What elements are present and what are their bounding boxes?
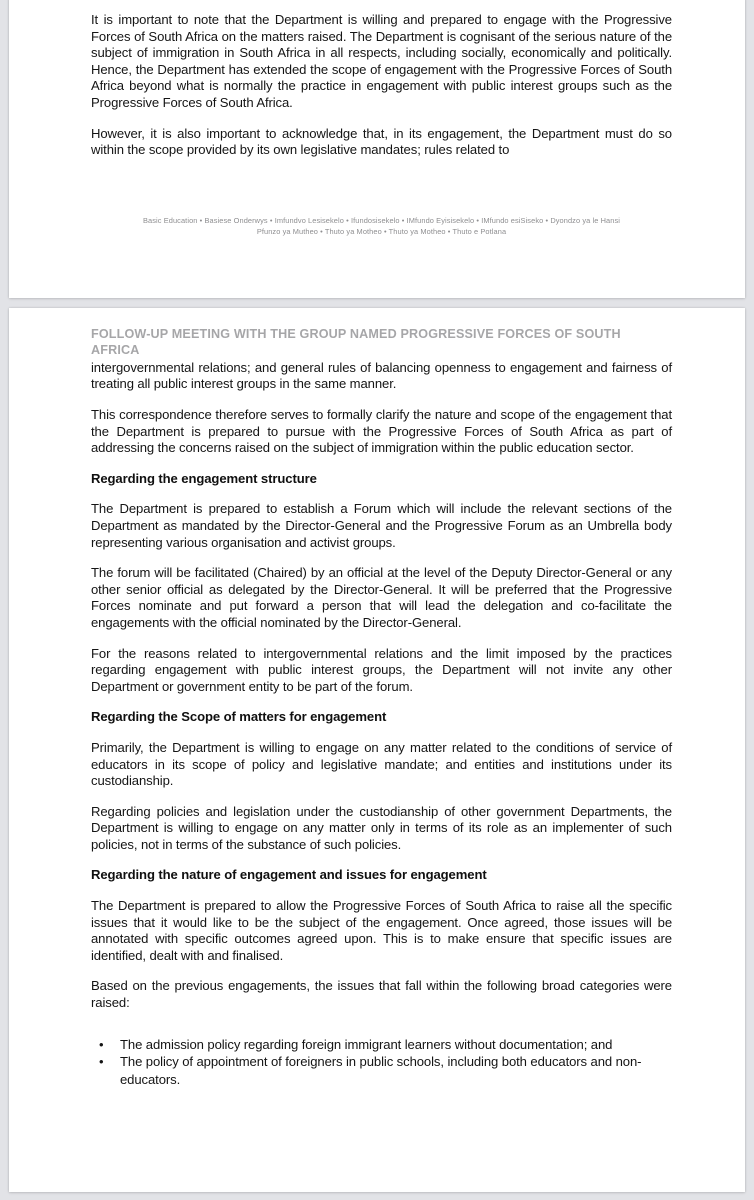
paragraph-other-government-policies: Regarding policies and legislation under the custodianship of other government Departments, the Department is willing to engage on any matter only in terms of its role as an implementer of such policies, not in terms of the substance of such policies. [91,803,672,852]
list-top-gap [91,1026,672,1036]
paragraph-engage-willingness: It is important to note that the Department is willing and prepared to engage with the Progressive Forces of South Africa on the matters raised. The Department is cognisant of the serious nature of the subject of immigration in South Africa in all respects, including socially, economically and politically. Hence, the Department has extended the scope of engagement with the Progressive Forces of South Africa beyond what is normally the practice in engagement with public interest groups such as the Progressive Forces of South Africa. [91,12,672,110]
footer-languages-line-1: Basic Education • Basiese Onderwys • Imfundvo Lesisekelo • Ifundosisekelo • IMfundo Eyisisekelo • IMfundo esiSiseko • Dyondzo ya le Hansi [143,215,620,225]
paragraph-legislative-mandates: However, it is also important to acknowledge that, in its engagement, the Department must do so within the scope provided by its own legislative mandates; rules related to [91,125,672,158]
heading-nature-of-engagement: Regarding the nature of engagement and issues for engagement [91,867,487,883]
paragraph-broad-categories-intro: Based on the previous engagements, the issues that fall within the following broad categories were raised: [91,978,672,1011]
broad-categories-list [91,1036,672,1089]
list-item [91,1036,672,1054]
list-item [91,1053,672,1089]
heading-engagement-structure: Regarding the engagement structure [91,470,317,486]
bullet-icon: • [99,1036,104,1052]
page-1-top-spacer [91,0,672,12]
paragraph-establish-forum: The Department is prepared to establish a Forum which will include the relevant sections of the Department as mandated by the Director-General and the Progressive Forum as an Umbrella body representing various organisation and activist groups. [91,501,672,550]
footer-languages-line-2: Pfunzo ya Mutheo • Thuto ya Motheo • Thuto ya Motheo • Thuto e Potlana [256,227,507,237]
page-1-footer [91,215,672,238]
list-item-label: The admission policy regarding foreign immigrant learners without documentation; and [120,1036,613,1052]
page-2-content [9,308,745,1089]
paragraph-intergovernmental-continuation: intergovernmental relations; and general rules of balancing openness to engagement and fairness of treating all public interest groups in the same manner. [91,359,672,392]
page-1-content [9,0,745,238]
paragraph-correspondence-clarify: This correspondence therefore serves to formally clarify the nature and scope of the engagement that the Department is prepared to pursue with the Progressive Forces of South Africa as part of addressing the concerns raised on the subject of immigration within the public education sector. [91,407,672,456]
paragraph-forum-chair: The forum will be facilitated (Chaired) by an official at the level of the Deputy Director-General or any other senior official as delegated by the Director-General. It will be preferred that the Progressive Forces nominate and put forward a person that will lead the delegation and co-facilitate the engagements with the official nominated by the Director-General. [91,565,672,630]
document-page-2 [9,308,745,1192]
paragraph-no-other-departments: For the reasons related to intergovernmental relations and the limit imposed by the practices regarding engagement with public interest groups, the Department will not invite any other Department or government entity to be part of the forum. [91,645,672,694]
paragraph-conditions-of-service: Primarily, the Department is willing to engage on any matter related to the conditions of service of educators in its scope of policy and legislative mandate; and entities and institutions under its custodianship. [91,739,672,789]
document-page-1 [9,0,745,298]
paragraph-raise-specific-issues: The Department is prepared to allow the Progressive Forces of South Africa to raise all the specific issues that it would like to be the subject of the engagement. Once agreed, those issues will be annotated with specific outcomes agreed upon. This is to make ensure that specific issues are identified, dealt with and finalised. [91,898,672,963]
list-item-label: The policy of appointment of foreigners in public schools, including both educators and non-educators. [120,1054,642,1088]
heading-scope-of-matters: Regarding the Scope of matters for engagement [91,709,387,725]
page-2-top-spacer [91,308,672,326]
bullet-icon: • [99,1054,104,1070]
document-running-header: FOLLOW-UP MEETING WITH THE GROUP NAMED PROGRESSIVE FORCES OF SOUTH AFRICA [91,327,621,358]
